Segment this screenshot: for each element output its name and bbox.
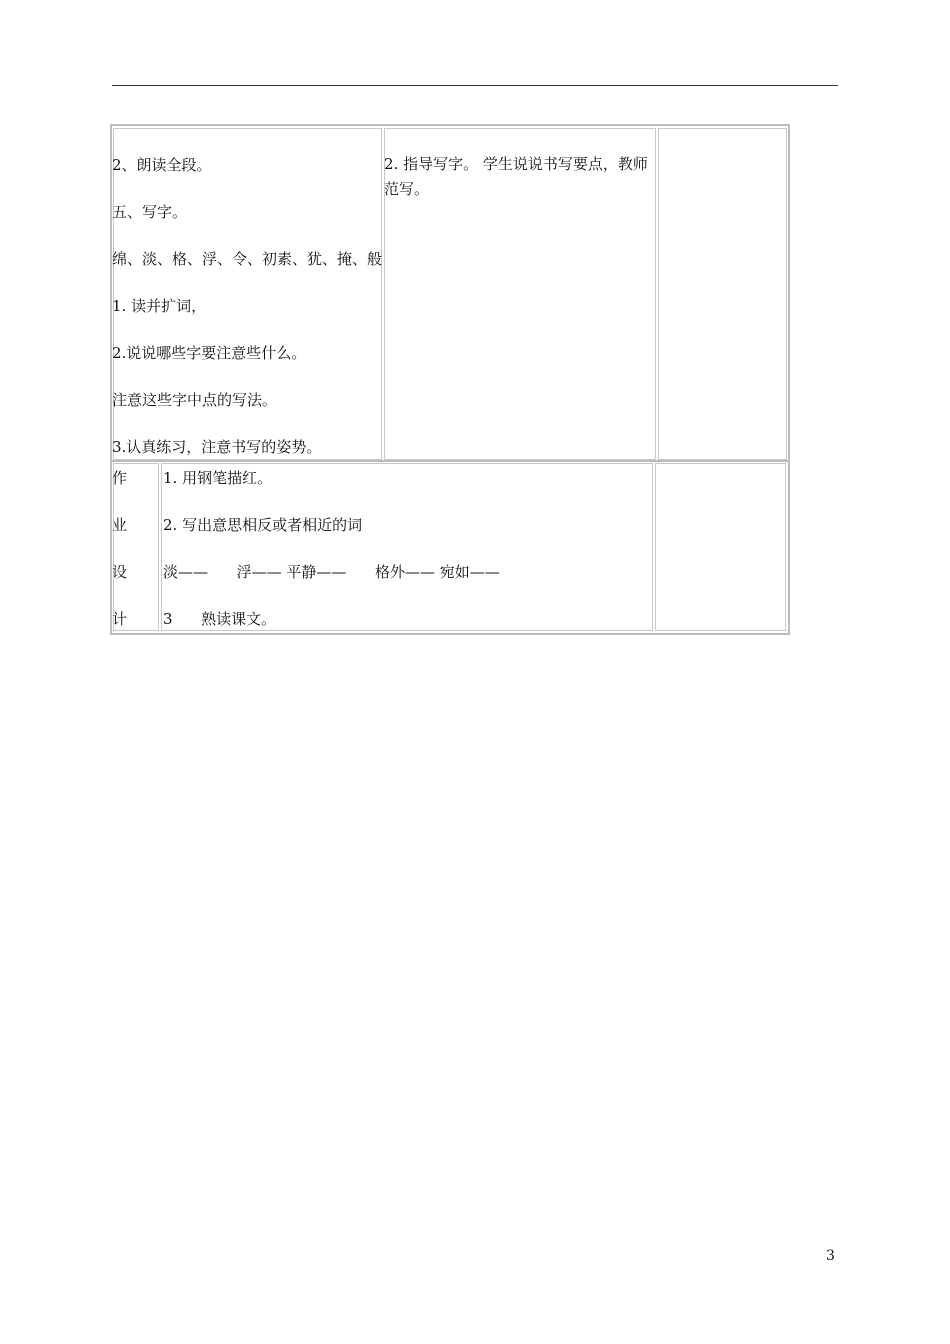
homework-label-char-3: 设 xyxy=(112,563,128,581)
upper-left-line-7: 3.认真练习，注意书写的姿势。 xyxy=(112,438,322,456)
header-rule xyxy=(112,85,838,86)
upper-left-line-1: 2、朗读全段。 xyxy=(112,156,212,174)
upper-middle-text: 2. 指导写字。 学生说说书写要点，教师范写。 xyxy=(384,155,648,198)
homework-line-2: 2. 写出意思相反或者相近的词 xyxy=(163,516,363,534)
upper-left-line-2: 五、写字。 xyxy=(112,203,188,221)
upper-left-line-4: 1. 读并扩词， xyxy=(112,297,207,315)
upper-right-cell xyxy=(658,128,787,460)
upper-left-cell xyxy=(113,128,382,460)
upper-left-line-6: 注意这些字中点的写法。 xyxy=(112,391,278,409)
homework-label-char-4: 计 xyxy=(112,610,128,628)
upper-left-line-3: 绵、淡、格、浮、令、初素、犹、掩、般 xyxy=(112,250,383,268)
homework-label-char-1: 作 xyxy=(112,469,128,487)
homework-label-cell xyxy=(113,463,159,631)
homework-line-3: 淡—— 浮—— 平静—— 格外—— 宛如—— xyxy=(163,563,500,581)
page-number: 3 xyxy=(826,1248,835,1264)
homework-line-4: 3 熟读课文。 xyxy=(163,610,277,628)
upper-left-line-5: 2.说说哪些字要注意些什么。 xyxy=(112,344,307,362)
homework-label-char-2: 业 xyxy=(112,516,128,534)
homework-content-cell xyxy=(161,463,653,631)
homework-right-cell xyxy=(655,463,786,631)
homework-line-1: 1. 用钢笔描红。 xyxy=(163,469,273,487)
